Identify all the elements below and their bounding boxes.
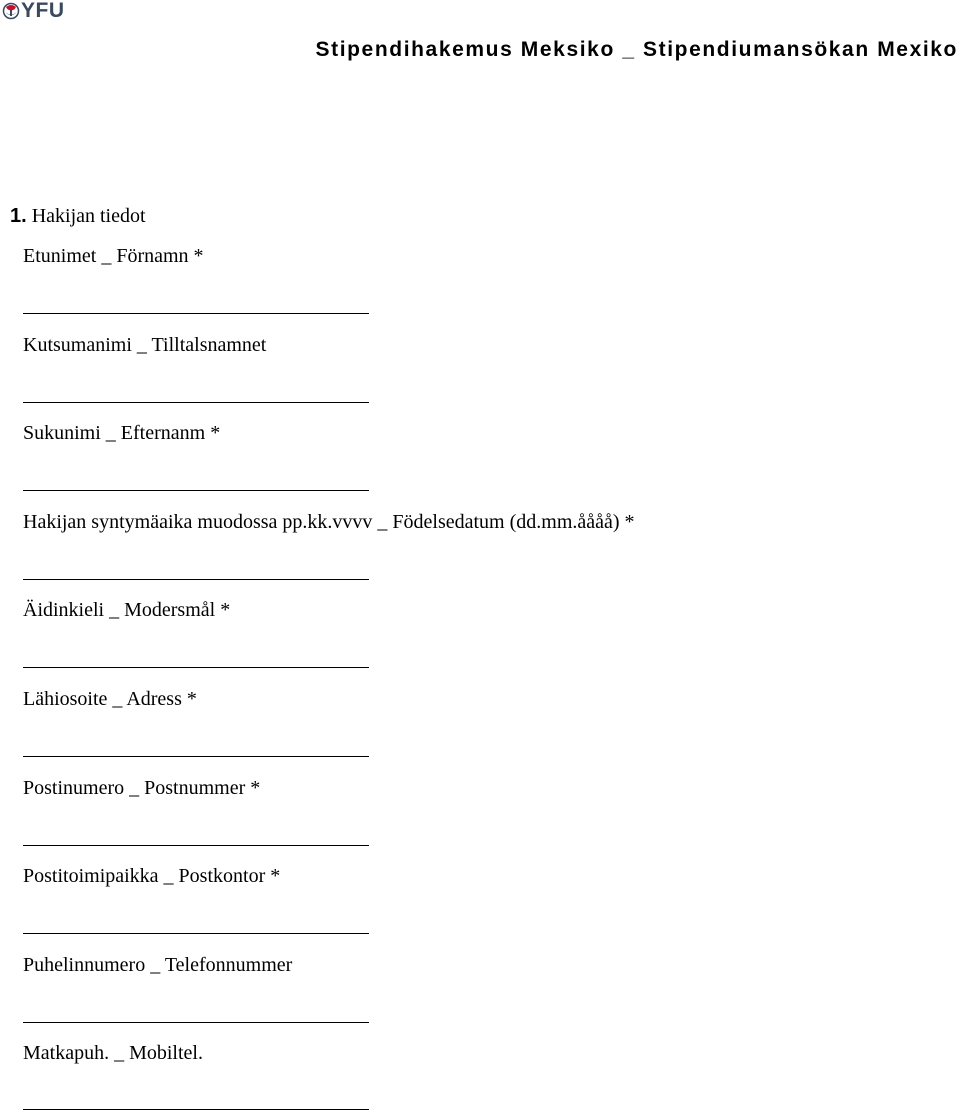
address-label: Lähiosoite _ Adress * xyxy=(23,688,197,710)
nickname-label: Kutsumanimi _ Tilltalsnamnet xyxy=(23,334,267,356)
post-office-line[interactable] xyxy=(23,933,369,934)
first-names-label: Etunimet _ Förnamn * xyxy=(23,245,204,267)
nickname-line[interactable] xyxy=(23,402,369,403)
surname-label: Sukunimi _ Efternanm * xyxy=(23,422,221,444)
section-heading xyxy=(10,204,146,228)
postal-code-label: Postinumero _ Postnummer * xyxy=(23,777,261,799)
logo-text: YFU xyxy=(21,0,65,22)
birthdate-line[interactable] xyxy=(23,579,369,580)
mother-tongue-line[interactable] xyxy=(23,667,369,668)
post-office-label: Postitoimipaikka _ Postkontor * xyxy=(23,865,281,887)
mobile-line[interactable] xyxy=(23,1109,369,1110)
mobile-label: Matkapuh. _ Mobiltel. xyxy=(23,1042,203,1064)
first-names-line[interactable] xyxy=(23,313,369,314)
surname-line[interactable] xyxy=(23,490,369,491)
yfu-logo xyxy=(2,0,65,22)
yfu-logo-icon xyxy=(2,2,20,20)
postal-code-line[interactable] xyxy=(23,845,369,846)
phone-line[interactable] xyxy=(23,1022,369,1023)
phone-label: Puhelinnumero _ Telefonnummer xyxy=(23,954,293,976)
section-title: Hakijan tiedot xyxy=(31,205,146,227)
address-line[interactable] xyxy=(23,756,369,757)
section-number: 1. xyxy=(10,205,27,227)
document-title: Stipendihakemus Meksiko _ Stipendiumansökan Mexiko xyxy=(315,38,958,61)
mother-tongue-label: Äidinkieli _ Modersmål * xyxy=(23,599,231,621)
birthdate-label: Hakijan syntymäaika muodossa pp.kk.vvvv _ Födelsedatum (dd.mm.åååå) * xyxy=(23,511,635,533)
